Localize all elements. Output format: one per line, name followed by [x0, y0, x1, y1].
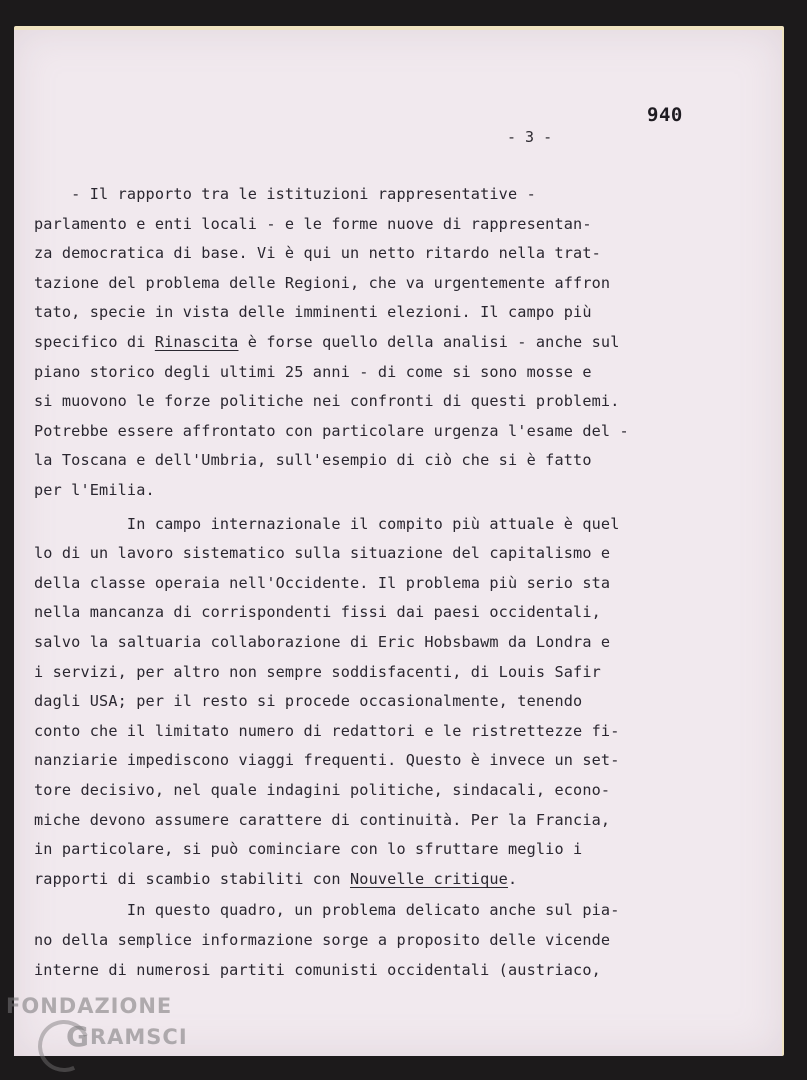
- text-line: [34, 392, 620, 410]
- text-segment: è forse quello della analisi - anche sul: [238, 333, 620, 351]
- text-line: [34, 751, 620, 769]
- text-segment: .: [507, 870, 518, 888]
- page-number: - 3 -: [507, 128, 553, 146]
- watermark-rest: RAMSCI: [89, 1025, 188, 1049]
- text-line: [34, 840, 582, 858]
- text-segment: Potrebbe essere affrontato con particolare urgenza l'esame del -: [34, 422, 629, 440]
- text-line: [34, 363, 592, 381]
- text-segment: tazione del problema delle Regioni, che va urgentemente affron: [34, 274, 611, 292]
- text-segment: la Toscana e dell'Umbria, sull'esempio di ciò che si è fatto: [34, 451, 592, 469]
- text-line: [34, 633, 610, 651]
- text-line: [34, 451, 592, 469]
- text-line: [34, 515, 620, 533]
- text-segment: interne di numerosi partiti comunisti occidentali (austriaco,: [34, 961, 601, 979]
- text-segment: della classe operaia nell'Occidente. Il problema più serio sta: [34, 574, 611, 592]
- text-segment: In questo quadro, un problema delicato anche sul pia-: [34, 901, 620, 919]
- text-line: [34, 781, 610, 799]
- text-line: [34, 931, 610, 949]
- text-line: [34, 303, 592, 321]
- text-line: [34, 422, 629, 440]
- text-segment: per l'Emilia.: [34, 481, 155, 499]
- text-segment: rapporti di scambio stabiliti con: [34, 870, 350, 888]
- text-segment: conto che il limitato numero di redattori e le ristrettezze fi-: [34, 722, 620, 740]
- text-segment: lo di un lavoro sistematico sulla situazione del capitalismo e: [34, 544, 611, 562]
- text-segment: za democratica di base. Vi è qui un netto ritardo nella trat-: [34, 244, 601, 262]
- text-segment: specifico di: [34, 333, 155, 351]
- archive-watermark: [6, 994, 188, 1053]
- text-line: [34, 722, 620, 740]
- text-segment: i servizi, per altro non sempre soddisfacenti, di Louis Safir: [34, 663, 601, 681]
- text-segment: - Il rapporto tra le istituzioni rappresentative -: [34, 185, 536, 203]
- underlined-title: Nouvelle critique: [349, 870, 508, 888]
- text-line: [34, 481, 155, 499]
- text-line: [34, 901, 620, 919]
- text-line: [34, 870, 517, 888]
- underlined-title: Rinascita: [154, 333, 239, 351]
- text-segment: miche devono assumere carattere di continuità. Per la Francia,: [34, 811, 611, 829]
- watermark-initial: G: [66, 1020, 90, 1053]
- text-segment: in particolare, si può cominciare con lo sfruttare meglio i: [34, 840, 583, 858]
- watermark-line1: FONDAZIONE: [6, 994, 173, 1018]
- text-segment: salvo la saltuaria collaborazione di Eric Hobsbawm da Londra e: [34, 633, 611, 651]
- text-line: [34, 544, 610, 562]
- text-segment: piano storico degli ultimi 25 anni - di come si sono mosse e: [34, 363, 592, 381]
- text-line: [34, 185, 536, 203]
- folio-number: 940: [647, 104, 683, 126]
- text-line: [34, 961, 601, 979]
- text-line: [34, 215, 592, 233]
- text-line: [34, 603, 601, 621]
- text-line: [34, 244, 601, 262]
- text-segment: dagli USA; per il resto si procede occasionalmente, tenendo: [34, 692, 583, 710]
- text-segment: nella mancanza di corrispondenti fissi dai paesi occidentali,: [34, 603, 601, 621]
- text-segment: tato, specie in vista delle imminenti elezioni. Il campo più: [34, 303, 592, 321]
- text-segment: In campo internazionale il compito più attuale è quel: [34, 515, 620, 533]
- text-line: [34, 574, 610, 592]
- text-segment: parlamento e enti locali - e le forme nuove di rappresentan-: [34, 215, 592, 233]
- text-line: [34, 274, 610, 292]
- text-segment: nanziarie impediscono viaggi frequenti. Questo è invece un set-: [34, 751, 620, 769]
- text-line: [34, 811, 610, 829]
- text-segment: no della semplice informazione sorge a proposito delle vicende: [34, 931, 611, 949]
- text-segment: si muovono le forze politiche nei confronti di questi problemi.: [34, 392, 620, 410]
- text-line: [34, 692, 582, 710]
- text-line: [34, 333, 620, 351]
- text-segment: tore decisivo, nel quale indagini politiche, sindacali, econo-: [34, 781, 611, 799]
- text-line: [34, 663, 601, 681]
